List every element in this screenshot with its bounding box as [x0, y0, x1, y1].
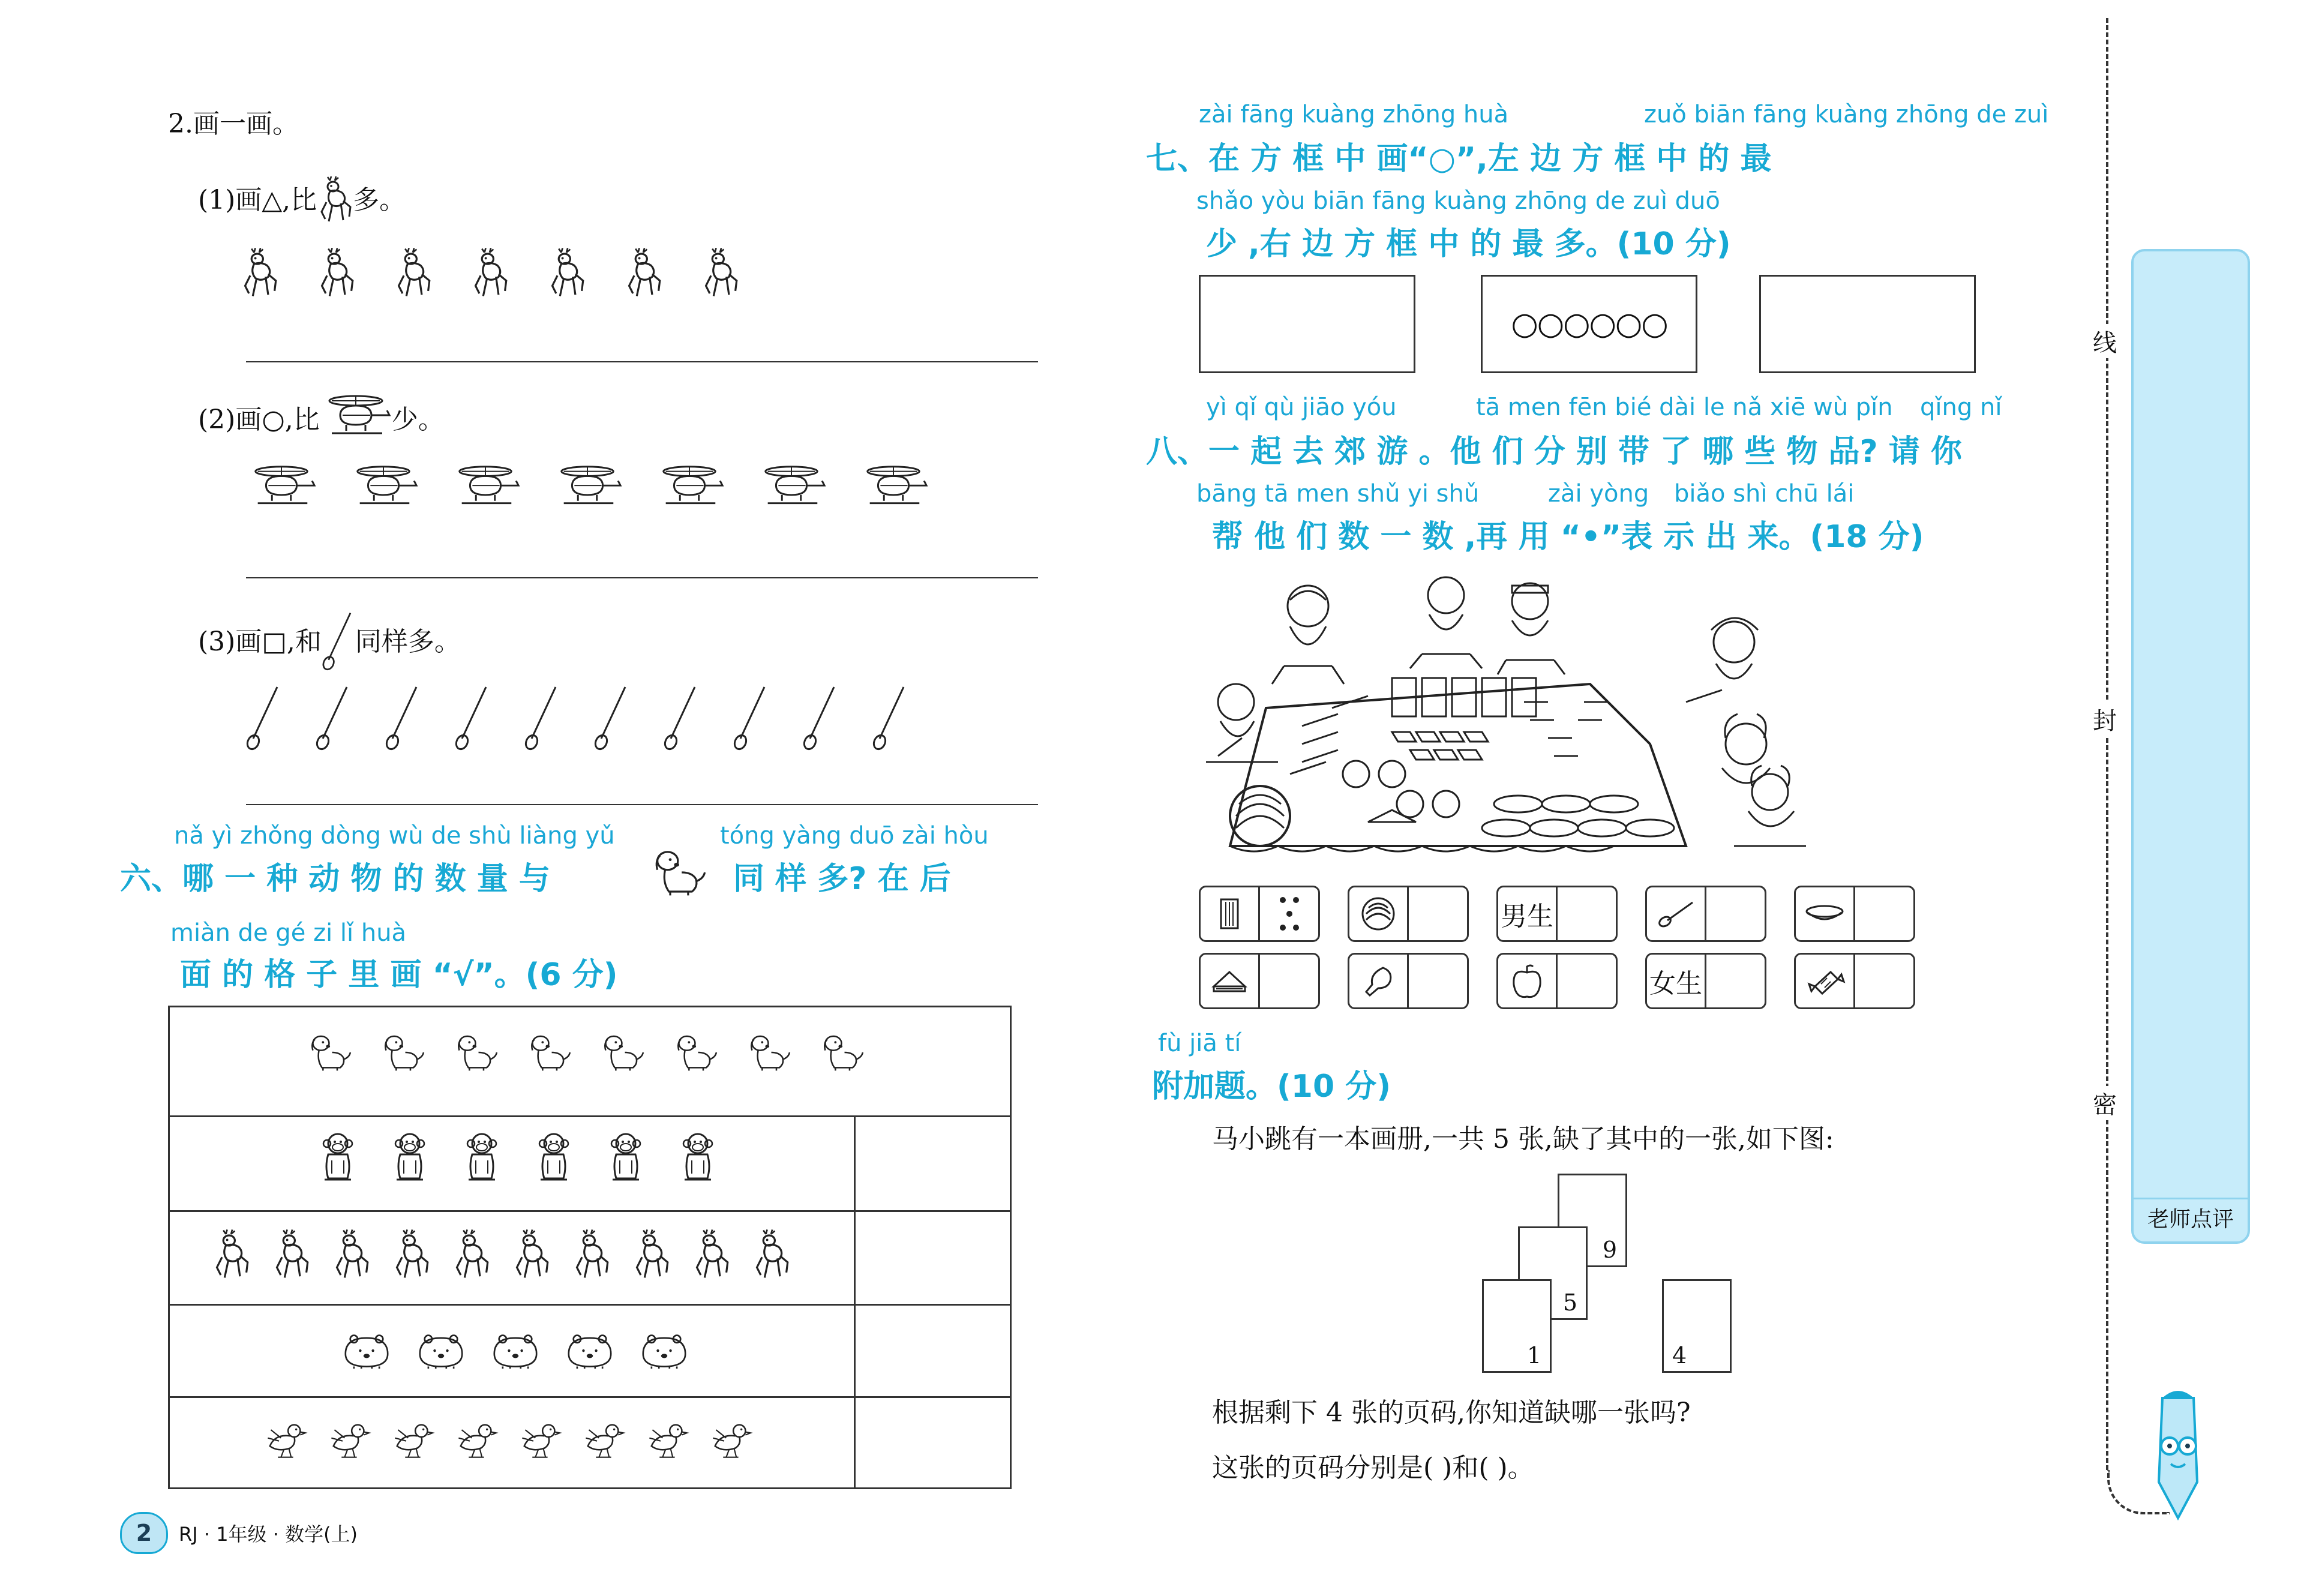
helicopter-icon: [320, 395, 392, 449]
extra-line3: 这张的页码分别是( )和( )。: [1212, 1453, 1534, 1483]
teacher-comment-label: 老师点评: [2147, 1207, 2234, 1232]
q7-pinyin-line1a: zài fāng kuàng zhōng huà: [1199, 101, 1509, 128]
tally-candy: [1794, 953, 1915, 1009]
monkey-icon: [674, 1126, 722, 1191]
q8-heading-line1: 八、一 起 去 郊 游 。他 们 分 别 带 了 哪 些 物 品? 请 你: [1146, 434, 1962, 470]
candy-icon: [1796, 955, 1855, 1007]
dog-icon: [381, 1031, 427, 1073]
deer-icon: [624, 240, 662, 306]
q7-middle-box: [1481, 275, 1697, 373]
q7-heading-line1: 七、在 方 框 中 画“○”,左 边 方 框 中 的 最: [1146, 141, 1772, 177]
apple-icon: [1498, 955, 1558, 1007]
spoon-icon: [594, 684, 630, 751]
bird-icon: [711, 1414, 757, 1466]
tally-apple: [1496, 953, 1618, 1009]
q2-part2-prompt: [198, 395, 445, 449]
bird-icon: [329, 1414, 375, 1466]
drumstick-icon: [1349, 955, 1409, 1007]
deer-icon: [452, 1219, 490, 1291]
page-number-badge: [120, 1512, 168, 1554]
tally-drumstick-answer[interactable]: [1409, 955, 1467, 1007]
deer-icon: [272, 1219, 310, 1291]
q6-pinyin-line1b: tóng yàng duō zài hòu: [720, 822, 989, 850]
helicopter-icon: [552, 462, 623, 522]
binding-mark-line: 线: [2093, 324, 2117, 358]
q7-heading-line2: 少 ,右 边 方 框 中 的 最 多。(10 分): [1206, 226, 1731, 262]
bird-icon: [647, 1414, 693, 1466]
footer: [120, 1512, 358, 1554]
q2-part3-label-a: (3)画□,和: [198, 626, 322, 657]
q2-part1-deer-row: [240, 240, 739, 306]
monkey-icon: [386, 1126, 434, 1191]
tally-plate-answer[interactable]: [1855, 887, 1913, 940]
tally-sandwich: [1199, 953, 1320, 1009]
spoon-icon: [385, 684, 421, 751]
helicopter-icon: [450, 462, 521, 522]
q7-middle-circles: ○○○○○○: [1511, 306, 1667, 342]
page-number-9: 9: [1602, 1237, 1617, 1263]
q8-heading-line2: 帮 他 们 数 一 数 ,再 用 “•”表 示 出 来。(18 分): [1212, 519, 1924, 555]
deer-icon: [212, 1219, 250, 1291]
dot-tally-marks: [1274, 893, 1304, 935]
helicopter-icon: [654, 462, 725, 522]
monkey-icon: [602, 1126, 650, 1191]
bear-icon: [340, 1330, 393, 1372]
helicopter-icon: [348, 462, 419, 522]
bird-icon: [584, 1414, 629, 1466]
tally-sandwich-answer[interactable]: [1260, 955, 1318, 1007]
teacher-comment-panel[interactable]: [2131, 249, 2250, 1244]
deer-icon: [394, 240, 432, 306]
q7-left-box[interactable]: [1199, 275, 1415, 373]
table-row-deer: [212, 1219, 790, 1291]
tally-candy-answer[interactable]: [1855, 955, 1913, 1007]
monkey-icon: [458, 1126, 506, 1191]
extra-heading: 附加题。(10 分): [1152, 1069, 1391, 1105]
deer-icon: [317, 240, 355, 306]
answer-cell-deer[interactable]: [856, 1212, 1008, 1304]
page-number-4: 4: [1672, 1342, 1687, 1369]
q6-heading-line1b: 同 样 多? 在 后: [733, 861, 951, 897]
answer-cell-monkey[interactable]: [856, 1117, 1008, 1210]
monkey-icon: [314, 1126, 362, 1191]
q2-part1-label-a: (1)画△,比: [198, 185, 317, 215]
dog-icon: [674, 1031, 719, 1073]
q2-part1-label-b: 多。: [353, 185, 406, 215]
page-number-1: 1: [1526, 1342, 1541, 1369]
footer-text: RJ · 1年级 · 数学(上): [179, 1523, 358, 1546]
table-row-bear: [340, 1330, 691, 1372]
q2-part3-label-b: 同样多。: [355, 626, 461, 657]
q2-part3-answer-line[interactable]: [246, 804, 1038, 805]
q2-part2-helicopter-row: [246, 462, 929, 522]
q2-part1-answer-line[interactable]: [246, 361, 1038, 362]
cup-icon: [1201, 887, 1260, 940]
dog-icon: [601, 1031, 646, 1073]
q2-part3-prompt: [198, 611, 461, 671]
page-card-1: [1482, 1279, 1552, 1373]
page-number: 2: [136, 1520, 152, 1546]
tally-spoon: [1645, 886, 1766, 942]
pencil-mascot-icon: [2136, 1386, 2220, 1524]
bird-icon: [457, 1414, 502, 1466]
deer-icon: [332, 1219, 370, 1291]
helicopter-icon: [246, 462, 317, 522]
monkey-icon: [530, 1126, 578, 1191]
binding-mark-seal: 封: [2093, 702, 2117, 736]
dog-icon: [454, 1031, 500, 1073]
tally-cup-answer[interactable]: [1260, 887, 1318, 940]
extra-line1: 马小跳有一本画册,一共 5 张,缺了其中的一张,如下图:: [1212, 1124, 1834, 1154]
spoon-icon: [803, 684, 839, 751]
deer-icon: [240, 240, 278, 306]
girl-label: 女生: [1649, 968, 1702, 999]
tally-girls-answer[interactable]: [1706, 955, 1765, 1007]
tally-apple-answer[interactable]: [1558, 955, 1616, 1007]
spoon-icon: [524, 684, 560, 751]
deer-icon: [572, 1219, 610, 1291]
q8-pinyin-line2a: bāng tā men shǔ yi shǔ: [1196, 480, 1480, 508]
q7-pinyin-line2: shǎo yòu biān fāng kuàng zhōng de zuì duō: [1196, 187, 1720, 215]
tally-plate: [1794, 886, 1915, 942]
deer-icon: [752, 1219, 790, 1291]
deer-icon: [392, 1219, 430, 1291]
tally-spoon-answer[interactable]: [1706, 887, 1765, 940]
spoon-icon: [322, 611, 355, 671]
tally-drumstick: [1348, 953, 1469, 1009]
dog-icon: [308, 1031, 353, 1073]
spoon-icon: [1647, 887, 1706, 940]
dog-icon: [820, 1031, 866, 1073]
plate-icon: [1796, 887, 1855, 940]
boy-label: 男生: [1501, 901, 1553, 932]
q2-part2-label-b: 少。: [391, 404, 445, 435]
picnic-illustration: [1194, 564, 1818, 876]
tally-watermelon: [1348, 886, 1469, 942]
q8-pinyin-line1b: tā men fēn bié dài le nǎ xiē wù pǐn: [1476, 394, 1893, 421]
q2-part1-prompt: [198, 173, 406, 227]
q8-pinyin-line1c: qǐng nǐ: [1920, 394, 2002, 421]
spoon-icon: [733, 684, 769, 751]
q6-pinyin-line1: nǎ yì zhǒng dòng wù de shù liàng yǔ: [174, 822, 615, 850]
dog-icon: [747, 1031, 793, 1073]
bear-icon: [638, 1330, 691, 1372]
table-row-bird: [266, 1414, 757, 1466]
deer-icon: [692, 1219, 730, 1291]
deer-icon: [512, 1219, 550, 1291]
extra-pinyin: fù jiā tí: [1158, 1030, 1241, 1057]
answer-cell-bird[interactable]: [856, 1398, 1008, 1486]
page-number-5: 5: [1562, 1289, 1577, 1316]
spoon-icon: [316, 684, 352, 751]
spoon-icon: [664, 684, 700, 751]
q6-heading-line2: 面 的 格 子 里 画 “√”。(6 分): [180, 957, 618, 993]
deer-icon: [547, 240, 586, 306]
q7-pinyin-line1b: zuǒ biān fāng kuàng zhōng de zuì: [1644, 101, 2049, 128]
tally-cup: [1199, 886, 1320, 942]
q8-pinyin-line2c: biǎo shì chū lái: [1674, 480, 1855, 508]
extra-line2: 根据剩下 4 张的页码,你知道缺哪一张吗?: [1212, 1397, 1691, 1428]
tally-boys: [1496, 886, 1618, 942]
q2-part2-answer-line[interactable]: [246, 577, 1038, 578]
deer-icon: [317, 173, 353, 227]
binding-dashed-line: [2106, 18, 2108, 1470]
spoon-icon: [246, 684, 282, 751]
q6-pinyin-line2: miàn de gé zi lǐ huà: [170, 919, 407, 947]
q6-animal-table: [168, 1006, 1012, 1489]
sandwich-icon: [1201, 955, 1260, 1007]
deer-icon: [632, 1219, 670, 1291]
bird-icon: [520, 1414, 566, 1466]
dog-icon: [651, 846, 709, 899]
q2-part2-label-a: (2)画○,比: [198, 404, 320, 435]
answer-cell-bear[interactable]: [856, 1306, 1008, 1396]
helicopter-icon: [756, 462, 827, 522]
bird-icon: [393, 1414, 439, 1466]
q2-part3-spoon-row: [246, 684, 908, 751]
tally-watermelon-answer[interactable]: [1409, 887, 1467, 940]
tally-boys-answer[interactable]: [1558, 887, 1616, 940]
deer-icon: [470, 240, 509, 306]
spoon-icon: [455, 684, 491, 751]
q6-heading-line1a: 六、哪 一 种 动 物 的 数 量 与: [120, 861, 550, 897]
q2-title: 2.画一画。: [168, 109, 299, 139]
tally-girls: [1645, 953, 1766, 1009]
page-card-4: [1662, 1279, 1732, 1373]
bear-icon: [415, 1330, 467, 1372]
dog-icon: [527, 1031, 573, 1073]
table-row-monkey: [314, 1126, 722, 1191]
binding-mark-secret: 密: [2093, 1086, 2117, 1120]
deer-icon: [701, 240, 739, 306]
bear-icon: [563, 1330, 616, 1372]
q8-pinyin-line1a: yì qǐ qù jiāo yóu: [1206, 394, 1397, 421]
q8-pinyin-line2b: zài yòng: [1548, 480, 1649, 508]
helicopter-icon: [858, 462, 929, 522]
q7-right-box[interactable]: [1759, 275, 1976, 373]
watermelon-icon: [1349, 887, 1409, 940]
bird-icon: [266, 1414, 311, 1466]
bear-icon: [489, 1330, 542, 1372]
table-row-dog: [308, 1031, 866, 1073]
spoon-icon: [872, 684, 908, 751]
